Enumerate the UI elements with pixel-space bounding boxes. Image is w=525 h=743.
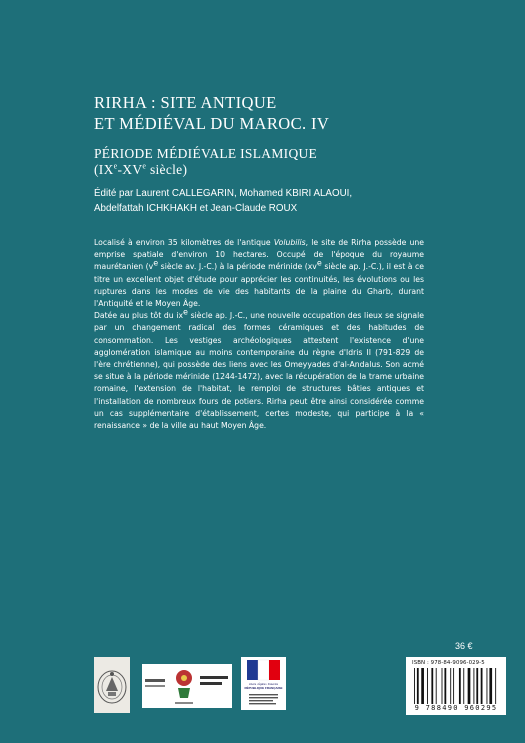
summary-paragraph-1: Localisé à environ 35 kilomètres de l'antique Volubilis, le site de Rirha possède une emprise spatiale d'environ 10 hectares. Occupé de l'époque du royaume maurétanien ($v^e$ siècle av. J.-C.) à la période mérinide ($xv^e$ siècle ap. J.-C.), il est à ce titre un excellent objet d'étude pour apprécier les continuités, les évolutions ou les ruptures dans les modes de vie des habitants de la plaine du Gharb, durant l'Antiquité et le Moyen Âge. bbox=[94, 238, 425, 309]
university-seal-logo bbox=[94, 657, 130, 713]
moroccan-ministry-logo bbox=[142, 664, 232, 708]
barcode-bar bbox=[450, 668, 451, 704]
isbn-barcode-box bbox=[406, 657, 506, 715]
book-title-line2: ET MÉDIÉVAL DU MAROC. IV bbox=[94, 114, 330, 133]
barcode-bar bbox=[421, 668, 424, 704]
isbn-digits: 9 788490 960295 bbox=[414, 704, 498, 712]
barcode-bar bbox=[468, 668, 471, 704]
barcode-bar bbox=[414, 668, 415, 704]
barcode-bar bbox=[427, 668, 428, 704]
rf-motto: Liberté • Égalité • Fraternité bbox=[248, 683, 279, 686]
editors-line2: Abdelfattah ICHKHAKH et Jean-Claude ROUX bbox=[94, 203, 298, 214]
barcode-bar bbox=[417, 668, 419, 704]
price-label: 36 € bbox=[455, 641, 473, 651]
barcode-bar bbox=[476, 668, 478, 704]
barcode-bar bbox=[473, 668, 474, 704]
title-block bbox=[94, 92, 474, 178]
barcode-bar bbox=[463, 668, 464, 704]
barcode-bar bbox=[442, 668, 443, 704]
editors bbox=[94, 186, 484, 216]
barcode-bar bbox=[431, 668, 433, 704]
republique-francaise-logo bbox=[241, 657, 286, 710]
subtitle-line1: PÉRIODE MÉDIÉVALE ISLAMIQUE bbox=[94, 146, 318, 161]
barcode-bar bbox=[444, 668, 446, 704]
book-subtitle bbox=[94, 146, 474, 178]
isbn-label: ISBN : 978-84-9096-029-5 bbox=[412, 660, 485, 666]
subtitle-line2: (IXe-XVe siècle) bbox=[94, 161, 188, 177]
barcode-bar bbox=[453, 668, 454, 704]
rf-name: RÉPUBLIQUE FRANÇAISE bbox=[244, 686, 283, 690]
barcode-bar bbox=[481, 668, 483, 704]
barcode-bar bbox=[495, 668, 496, 704]
editors-line1: Édité par Laurent CALLEGARIN, Mohamed KBIRI ALAOUI, bbox=[94, 188, 353, 199]
barcode-bar bbox=[459, 668, 461, 704]
book-title-line1: RIRHA : SITE ANTIQUE bbox=[94, 93, 277, 112]
back-cover-summary bbox=[94, 237, 424, 432]
barcode-icon bbox=[412, 668, 500, 704]
summary-paragraph-2: Datée au plus tôt du $ix^e$ siècle ap. J.-C., une nouvelle occupation des lieux se signale par un changement radical des formes céramiques et des habitudes de consommation. Les vestiges archéologiques attestent l'existence d'une agglomération islamique au moins contemporaine du règne d'Idris II (791-829 de l'ère chrétienne), qui possède des liens avec les Omeyyades d'al-Andalus. Son acmé se situe à la période mérinide (1244-1472), avec la récupération de la trame urbaine romaine, l'extension de l'habitat, le remploi de structures bâties antiques et l'installation de nombreux fours de potiers. Rirha peut être ainsi considérée comme un cas supplémentaire d'établissement, certes modeste, qui participe à la « renaissance » de la ville au haut Moyen Âge. bbox=[94, 307, 424, 431]
barcode-bar bbox=[489, 668, 492, 704]
barcode-bar bbox=[436, 668, 437, 704]
barcode-bar bbox=[487, 668, 488, 704]
